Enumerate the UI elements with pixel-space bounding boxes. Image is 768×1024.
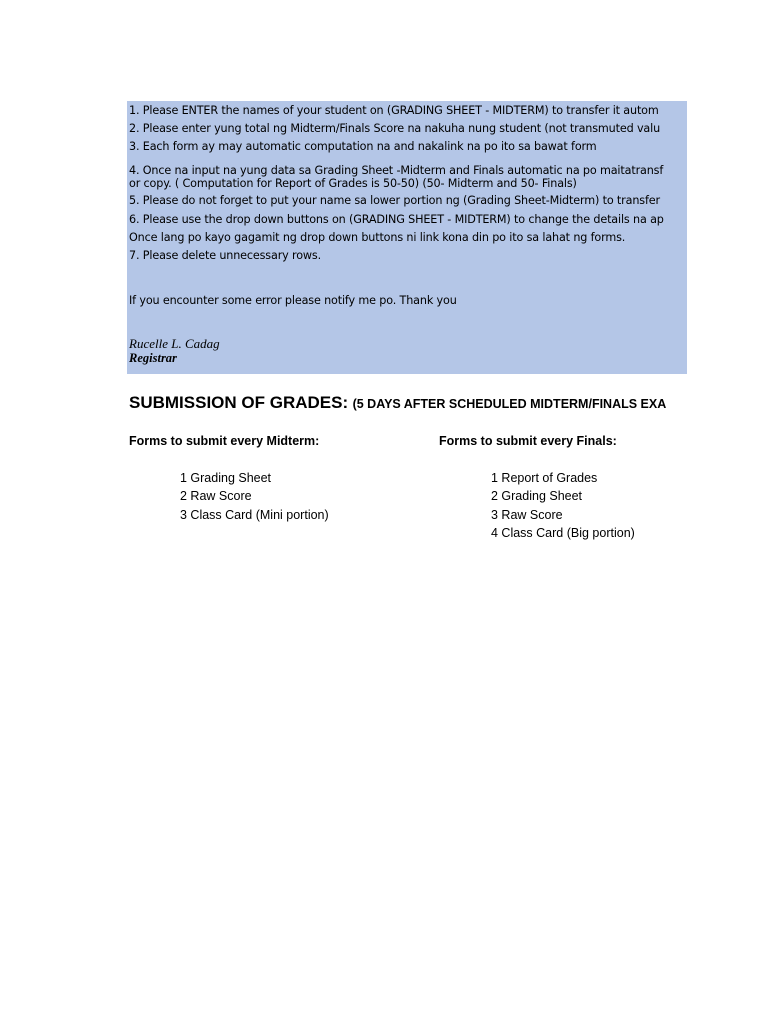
error-notice: If you encounter some error please notify me po. Thank you: [129, 294, 457, 307]
signature-title: Registrar: [129, 351, 177, 365]
instruction-line-4: 4. Once na input na yung data sa Grading Sheet -Midterm and Finals automatic na po maitatransf: [129, 164, 664, 177]
midterm-forms-heading: Forms to submit every Midterm:: [129, 434, 320, 448]
list-item: 1 Grading Sheet: [180, 471, 272, 485]
submission-subheading: (5 DAYS AFTER SCHEDULED MIDTERM/FINALS EXA: [352, 397, 667, 411]
instruction-line-5: 5. Please do not forget to put your name sa lower portion ng (Grading Sheet-Midterm) to transfer: [129, 194, 660, 207]
finals-forms-heading: Forms to submit every Finals:: [439, 434, 617, 448]
list-item: 1 Report of Grades: [491, 471, 598, 485]
submission-heading-row: [129, 393, 687, 413]
finals-forms-list: [491, 469, 635, 542]
instruction-line-1: 1. Please ENTER the names of your student on (GRADING SHEET - MIDTERM) to transfer it autom: [129, 104, 659, 117]
instruction-line-7: 7. Please delete unnecessary rows.: [129, 249, 322, 262]
list-item: 2 Grading Sheet: [491, 489, 583, 504]
list-item: 3 Raw Score: [491, 507, 563, 522]
signature-name: Rucelle L. Cadag: [129, 336, 220, 351]
list-item: 4 Class Card (Big portion): [491, 525, 635, 540]
instruction-line-3: 3. Each form ay may automatic computation na and nakalink na po ito sa bawat form: [129, 140, 597, 153]
submission-heading: SUBMISSION OF GRADES:: [129, 393, 349, 412]
list-item: 2 Raw Score: [180, 489, 252, 504]
instructions-box: [127, 101, 687, 374]
instruction-line-2: 2. Please enter yung total ng Midterm/Finals Score na nakuha nung student (not transmuted valu: [129, 122, 661, 135]
instruction-line-4-cont: or copy. ( Computation for Report of Grades is 50-50) (50- Midterm and 50- Finals): [129, 177, 577, 190]
instruction-line-6: 6. Please use the drop down buttons on (GRADING SHEET - MIDTERM) to change the details na ap: [129, 213, 664, 226]
list-item: 3 Class Card (Mini portion): [180, 507, 329, 522]
midterm-forms-list: [180, 469, 329, 524]
instruction-line-6-cont: Once lang po kayo gagamit ng drop down buttons ni link kona din po ito sa lahat ng forms.: [129, 231, 626, 244]
